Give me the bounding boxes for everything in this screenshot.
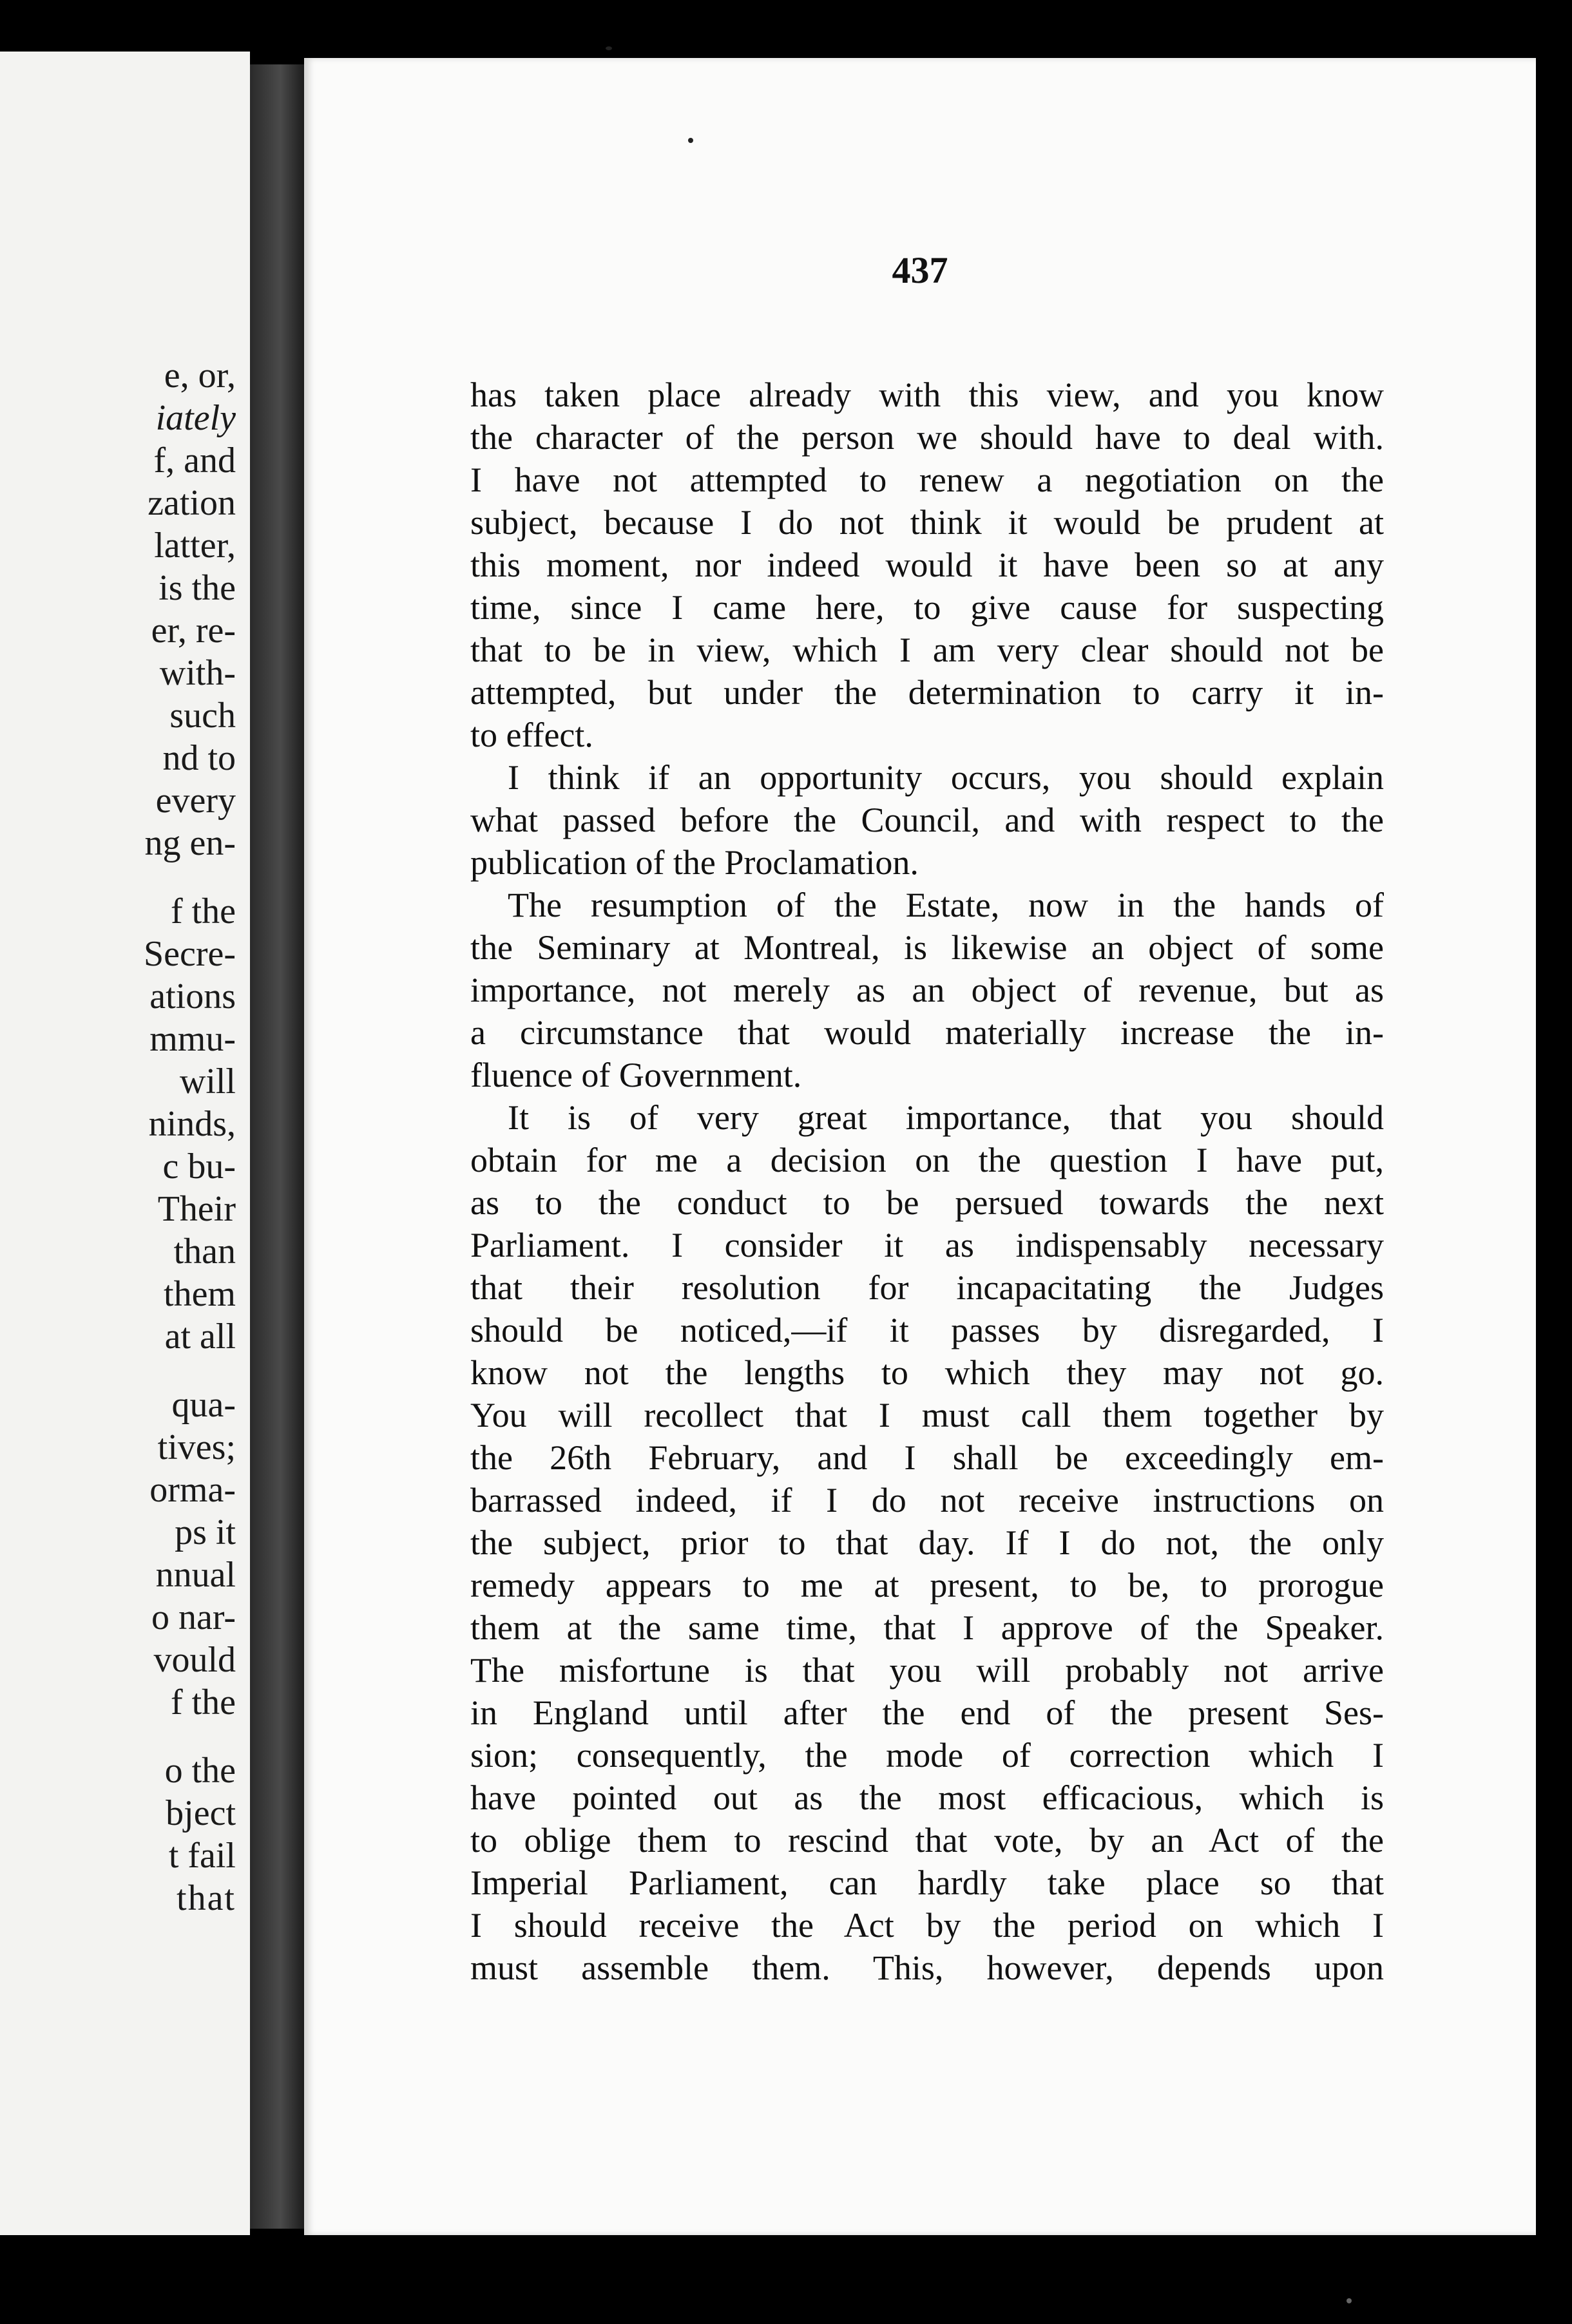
left-line: f, and (153, 441, 236, 481)
left-paragraph-gap (0, 864, 236, 890)
paper-speck (606, 46, 612, 50)
left-line: mmu- (149, 1019, 236, 1059)
text-line: the subject, prior to that day. If I do not, the only (470, 1523, 1384, 1562)
text-line: have pointed out as the most efficacious, which is (470, 1778, 1384, 1817)
text-line: that their resolution for incapacitating the Judges (470, 1268, 1384, 1307)
text-line: what passed before the Council, and with respect to the (470, 801, 1384, 839)
left-line: bject (166, 1793, 236, 1833)
text-line: this moment, nor indeed would it have been so at any (470, 546, 1384, 584)
left-line: Secre- (143, 934, 236, 974)
text-line: I think if an opportunity occurs, you should explain (508, 758, 1384, 797)
page-body-text (470, 374, 1384, 1989)
text-line: should be noticed,—if it passes by disregarded, I (470, 1311, 1384, 1349)
left-facing-page (0, 52, 250, 2235)
left-line: o nar- (151, 1597, 236, 1637)
book-gutter (250, 64, 305, 2229)
text-line: I should receive the Act by the period on which I (470, 1906, 1384, 1945)
paper-speck (688, 138, 693, 143)
text-line: the character of the person we should have to deal with. (470, 418, 1384, 457)
left-line: will (179, 1062, 236, 1101)
text-line: publication of the Proclamation. (470, 843, 919, 882)
left-line: is the (158, 568, 236, 608)
text-line: a circumstance that would materially increase the in- (470, 1013, 1384, 1052)
left-line: e, or, (164, 356, 236, 395)
text-line: Parliament. I consider it as indispensably necessary (470, 1226, 1384, 1264)
left-line: than (173, 1232, 236, 1272)
text-line: the 26th February, and I shall be exceedingly em- (470, 1438, 1384, 1477)
text-line: remedy appears to me at present, to be, to prorogue (470, 1566, 1384, 1605)
right-page (304, 58, 1536, 2235)
text-line: barrassed indeed, if I do not receive instructions on (470, 1481, 1384, 1519)
left-line: ations (149, 976, 236, 1016)
text-line: It is of very great importance, that you should (508, 1098, 1384, 1137)
left-line: zation (148, 483, 236, 523)
left-line: at all (164, 1317, 236, 1357)
text-line: attempted, but under the determination to carry it in- (470, 673, 1384, 712)
left-line: ng en- (144, 823, 236, 863)
left-line: t fail (168, 1836, 236, 1876)
text-line: fluence of Government. (470, 1056, 802, 1094)
left-line: iately (155, 398, 236, 438)
text-line: must assemble them. This, however, depends upon (470, 1948, 1384, 1987)
left-line: o the (164, 1751, 236, 1791)
left-line: er, re- (151, 611, 236, 651)
text-line: to effect. (470, 716, 593, 754)
text-line: The misfortune is that you will probably not arrive (470, 1651, 1384, 1690)
left-paragraph-gap (0, 1724, 236, 1749)
left-line: quа- (171, 1385, 236, 1425)
paper-speck (1347, 2298, 1352, 2303)
text-line: Imperial Parliament, can hardly take place so that (470, 1863, 1384, 1902)
text-line: know not the lengths to which they may not go. (470, 1353, 1384, 1392)
left-line: every (155, 781, 236, 821)
left-line: c bu- (162, 1147, 236, 1186)
text-line: in England until after the end of the present Ses- (470, 1693, 1384, 1732)
text-line: as to the conduct to be persued towards the next (470, 1183, 1384, 1222)
text-line: importance, not merely as an object of revenue, but as (470, 971, 1384, 1009)
left-line: orma- (149, 1470, 236, 1510)
text-line: obtain for me a decision on the question I have put, (470, 1141, 1384, 1179)
text-line: the Seminary at Montreal, is likewise an object of some (470, 928, 1384, 967)
text-line: time, since I came here, to give cause for suspecting (470, 588, 1384, 627)
text-line: You will recollect that I must call them together by (470, 1396, 1384, 1434)
text-line: that to be in view, which I am very clear should not be (470, 631, 1384, 669)
left-line: tives; (157, 1427, 236, 1467)
left-line: them (164, 1274, 236, 1314)
text-line: I have not attempted to renew a negotiation on the (470, 461, 1384, 499)
left-line: nd to (162, 738, 236, 778)
left-line: with- (159, 653, 236, 693)
text-line: subject, because I do not think it would be prudent at (470, 503, 1384, 542)
text-line: The resumption of the Estate, now in the hands of (508, 886, 1384, 924)
text-line: has taken place already with this view, and you know (470, 376, 1384, 414)
left-line: ninds, (148, 1104, 236, 1144)
page-number: 437 (892, 249, 948, 291)
left-line: f the (170, 1682, 236, 1722)
text-line: to oblige them to rescind that vote, by an Act of the (470, 1821, 1384, 1860)
text-line: them at the same time, that I approve of the Speaker. (470, 1608, 1384, 1647)
left-line: latter, (154, 526, 236, 566)
left-line: ps it (175, 1512, 236, 1552)
left-line: that (177, 1878, 236, 1918)
left-line: f the (170, 891, 236, 931)
left-line: vould (153, 1640, 236, 1680)
left-paragraph-gap (0, 1358, 236, 1384)
left-line: Their (157, 1189, 236, 1229)
left-page-text (0, 354, 236, 1919)
left-line: nnual (155, 1555, 236, 1595)
text-line: sion; consequently, the mode of correction which I (470, 1736, 1384, 1775)
left-line: such (169, 696, 236, 736)
